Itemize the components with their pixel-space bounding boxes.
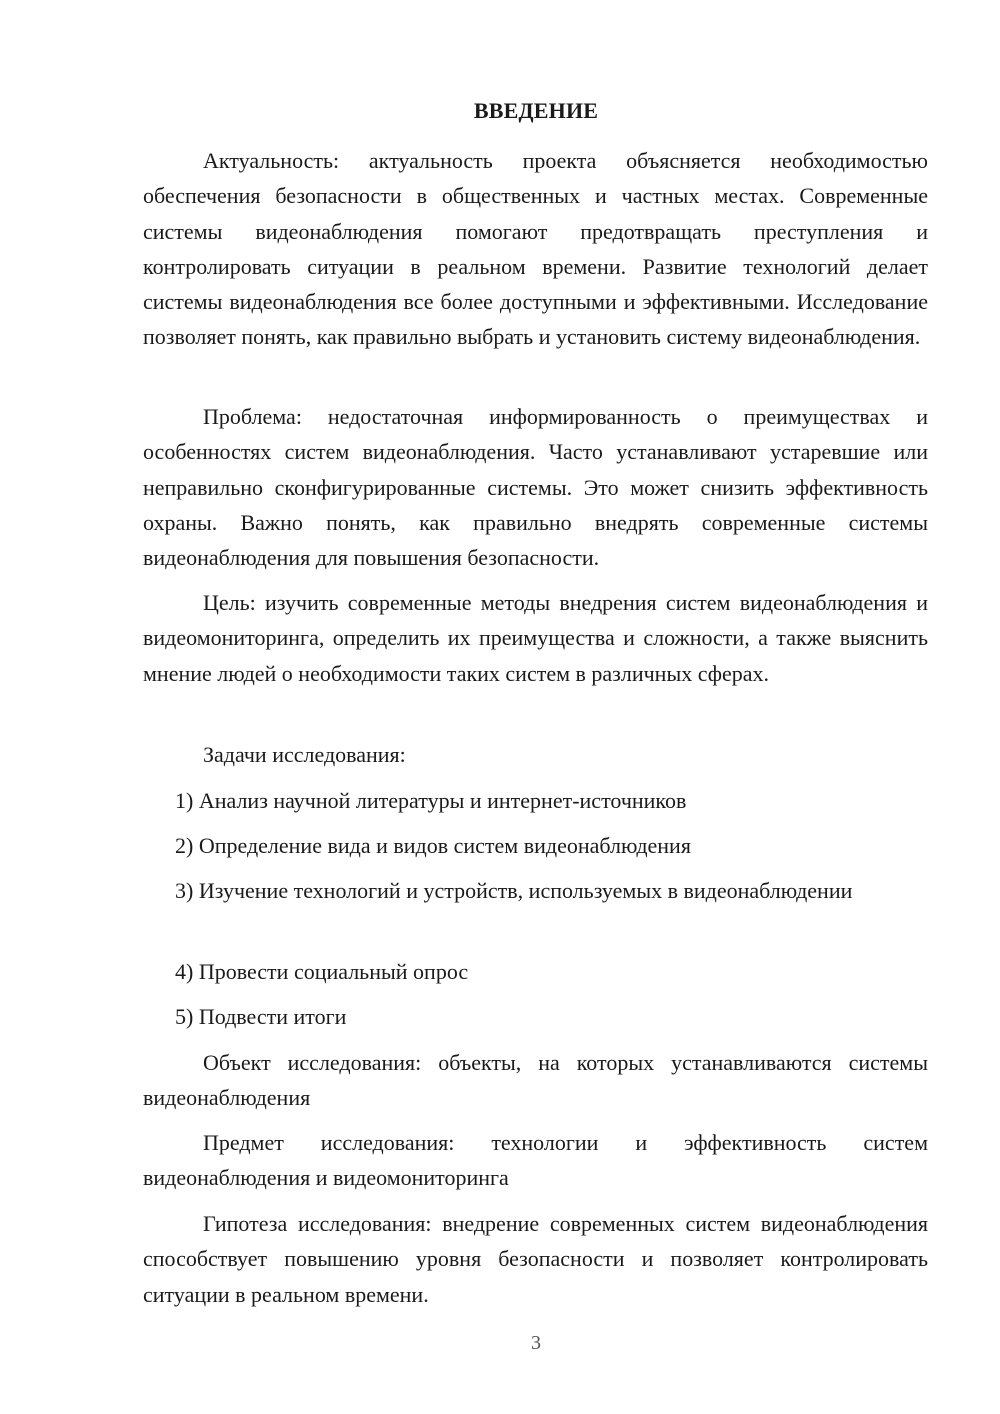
paragraph-relevance: Актуальность: актуальность проекта объясняется необходимостью обеспечения безопасности в общественных и частных местах. Современные системы видеонаблюдения помогают предотвращать преступления и контролировать ситуации в реальном времени. Развитие технологий делает системы видеонаблюдения все более доступными и эффективными. Исследование позволяет понять, как правильно выбрать и установить систему видеонаблюдения.	[143, 148, 928, 350]
task-item-4: 4) Провести социальный опрос	[175, 959, 469, 984]
paragraph-object: Объект исследования: объекты, на которых устанавливаются системы видеонаблюдения	[143, 1050, 928, 1111]
tasks-heading: Задачи исследования:	[203, 742, 406, 767]
paragraph-hypothesis: Гипотеза исследования: внедрение современных систем видеонаблюдения способствует повышению уровня безопасности и позволяет контролировать ситуации в реальном времени.	[143, 1211, 928, 1307]
paragraph-subject: Предмет исследования: технологии и эффективность систем видеонаблюдения и видеомониторинга	[143, 1130, 928, 1191]
paragraph-problem: Проблема: недостаточная информированность о преимуществах и особенностях систем видеонаблюдения. Часто устанавливают устаревшие или неправильно сконфигурированные системы. Это может снизить эффективность охраны. Важно понять, как правильно внедрять современные системы видеонаблюдения для повышения безопасности.	[143, 404, 928, 571]
task-item-3: 3) Изучение технологий и устройств, используемых в видеонаблюдении	[175, 878, 853, 903]
task-item-5: 5) Подвести итоги	[175, 1004, 347, 1029]
task-item-2: 2) Определение вида и видов систем видеонаблюдения	[175, 833, 691, 858]
page-number: 3	[531, 1332, 541, 1354]
task-item-1: 1) Анализ научной литературы и интернет-источников	[175, 788, 687, 813]
section-title: ВВЕДЕНИЕ	[473, 98, 599, 123]
paragraph-goal: Цель: изучить современные методы внедрения систем видеонаблюдения и видеомониторинга, определить их преимущества и сложности, а также выяснить мнение людей о необходимости таких систем в различных сферах.	[143, 590, 928, 686]
